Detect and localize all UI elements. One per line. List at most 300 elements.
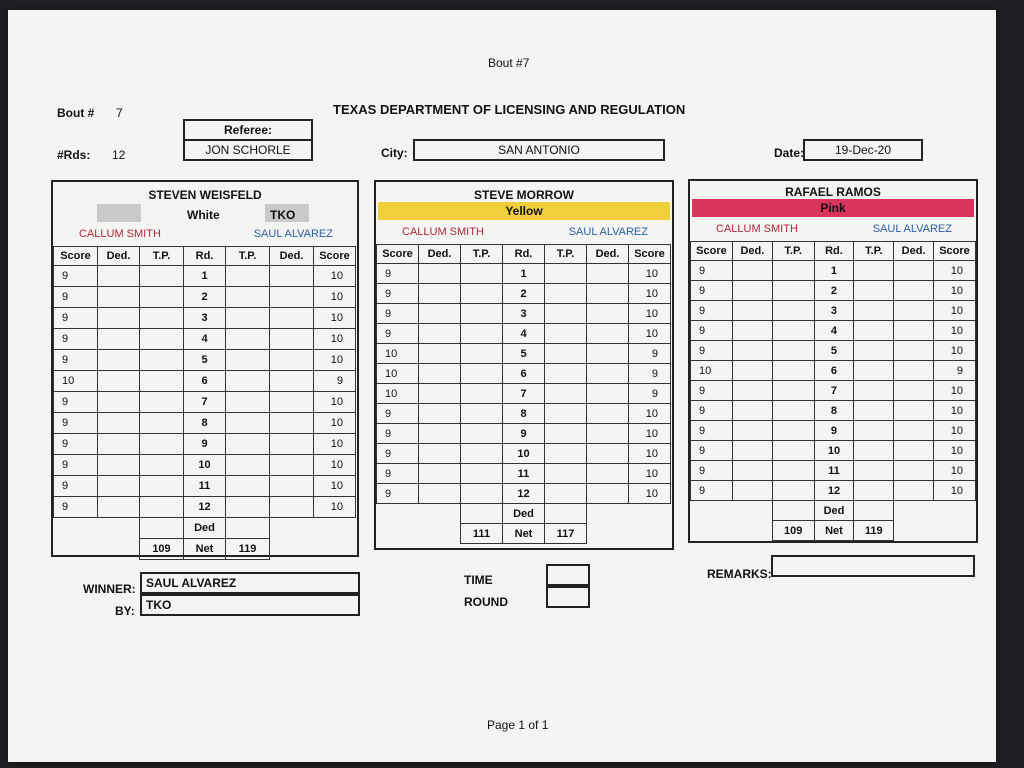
table-row bbox=[691, 441, 976, 461]
blue-tp-cell bbox=[854, 261, 894, 281]
blue-tp-cell bbox=[854, 321, 894, 341]
page-number: Page 1 of 1 bbox=[487, 718, 549, 732]
city-label: City: bbox=[381, 146, 408, 160]
table-row bbox=[54, 434, 356, 455]
red-corner-name: CALLUM SMITH bbox=[402, 226, 484, 238]
judge-name: STEVEN WEISFELD bbox=[148, 188, 262, 202]
blue-tp-cell bbox=[226, 476, 270, 497]
red-score-cell: 9 bbox=[377, 324, 419, 344]
round-number-cell: 7 bbox=[184, 392, 226, 413]
table-row bbox=[691, 481, 976, 501]
net-cell bbox=[314, 539, 356, 560]
by-label: BY: bbox=[115, 604, 135, 618]
table-row bbox=[377, 424, 671, 444]
blue-score-cell: 9 bbox=[934, 361, 976, 381]
ded-cell bbox=[894, 501, 934, 521]
blue-score-cell: 10 bbox=[934, 281, 976, 301]
red-tp-cell bbox=[140, 266, 184, 287]
red-tp-cell bbox=[461, 364, 503, 384]
red-ded-cell bbox=[419, 404, 461, 424]
red-ded-cell bbox=[98, 371, 140, 392]
red-ded-cell bbox=[98, 308, 140, 329]
column-header: Score bbox=[934, 242, 976, 261]
red-score-cell: 9 bbox=[54, 434, 98, 455]
red-score-cell: 9 bbox=[54, 455, 98, 476]
red-tp-cell bbox=[772, 381, 814, 401]
red-ded-cell bbox=[98, 350, 140, 371]
red-tp-cell bbox=[461, 384, 503, 404]
red-tp-cell bbox=[461, 324, 503, 344]
net-cell bbox=[419, 524, 461, 544]
red-score-cell: 9 bbox=[691, 441, 733, 461]
blue-total: 117 bbox=[545, 524, 587, 544]
round-number-cell: 5 bbox=[503, 344, 545, 364]
blue-score-cell: 10 bbox=[629, 484, 671, 504]
red-tp-cell bbox=[140, 392, 184, 413]
table-row bbox=[691, 261, 976, 281]
blue-tp-cell bbox=[545, 284, 587, 304]
red-ded-cell bbox=[419, 364, 461, 384]
blue-score-cell: 10 bbox=[934, 461, 976, 481]
blue-ded-cell bbox=[270, 287, 314, 308]
ded-cell bbox=[54, 518, 98, 539]
table-row bbox=[377, 384, 671, 404]
date-label: Date: bbox=[774, 146, 805, 160]
column-header: Ded. bbox=[894, 242, 934, 261]
red-tp-cell bbox=[461, 304, 503, 324]
round-number-cell: 3 bbox=[814, 301, 854, 321]
round-number-cell: 4 bbox=[184, 329, 226, 350]
net-cell bbox=[934, 521, 976, 541]
column-header: T.P. bbox=[772, 242, 814, 261]
red-ded-cell bbox=[732, 381, 772, 401]
net-label: Net bbox=[814, 521, 854, 541]
blue-score-cell: 9 bbox=[314, 371, 356, 392]
blue-ded-cell bbox=[894, 361, 934, 381]
red-tp-cell bbox=[461, 404, 503, 424]
table-row bbox=[54, 350, 356, 371]
round-number-cell: 12 bbox=[814, 481, 854, 501]
red-score-cell: 9 bbox=[691, 301, 733, 321]
blue-ded-cell bbox=[270, 413, 314, 434]
red-tp-cell bbox=[772, 341, 814, 361]
blue-ded-cell bbox=[587, 464, 629, 484]
blue-tp-cell bbox=[854, 381, 894, 401]
referee-value: JON SCHORLE bbox=[183, 139, 313, 161]
red-score-cell: 9 bbox=[691, 381, 733, 401]
red-tp-cell bbox=[772, 461, 814, 481]
column-header: Rd. bbox=[184, 247, 226, 266]
blue-ded-cell bbox=[270, 350, 314, 371]
column-header: T.P. bbox=[226, 247, 270, 266]
red-score-cell: 9 bbox=[377, 444, 419, 464]
table-row bbox=[691, 361, 976, 381]
column-header: T.P. bbox=[461, 245, 503, 264]
blue-ded-cell bbox=[894, 461, 934, 481]
blue-score-cell: 10 bbox=[629, 444, 671, 464]
column-header: Score bbox=[377, 245, 419, 264]
blue-score-cell: 9 bbox=[629, 364, 671, 384]
blue-score-cell: 10 bbox=[629, 424, 671, 444]
red-total: 111 bbox=[461, 524, 503, 544]
column-header: Score bbox=[629, 245, 671, 264]
blue-ded-cell bbox=[270, 455, 314, 476]
ded-cell bbox=[270, 518, 314, 539]
blue-score-cell: 10 bbox=[314, 413, 356, 434]
blue-tp-cell bbox=[854, 341, 894, 361]
time-field bbox=[546, 564, 590, 586]
round-number-cell: 1 bbox=[184, 266, 226, 287]
ded-label: Ded bbox=[503, 504, 545, 524]
table-row bbox=[54, 308, 356, 329]
red-ded-cell bbox=[98, 497, 140, 518]
ded-cell bbox=[419, 504, 461, 524]
ded-cell bbox=[854, 501, 894, 521]
blue-ded-cell bbox=[270, 434, 314, 455]
remarks-label: REMARKS: bbox=[707, 567, 772, 581]
red-score-cell: 9 bbox=[54, 287, 98, 308]
red-ded-cell bbox=[419, 264, 461, 284]
red-tp-cell bbox=[461, 344, 503, 364]
red-score-cell: 9 bbox=[691, 401, 733, 421]
blue-ded-cell bbox=[894, 421, 934, 441]
red-score-cell: 9 bbox=[691, 261, 733, 281]
red-ded-cell bbox=[732, 341, 772, 361]
column-header: Ded. bbox=[419, 245, 461, 264]
round-number-cell: 5 bbox=[184, 350, 226, 371]
net-cell bbox=[894, 521, 934, 541]
blue-tp-cell bbox=[545, 404, 587, 424]
blue-tp-cell bbox=[226, 455, 270, 476]
blue-ded-cell bbox=[270, 392, 314, 413]
red-score-cell: 9 bbox=[54, 266, 98, 287]
blue-ded-cell bbox=[587, 324, 629, 344]
red-tp-cell bbox=[461, 484, 503, 504]
red-score-cell: 9 bbox=[377, 264, 419, 284]
round-number-cell: 3 bbox=[503, 304, 545, 324]
referee-label: Referee: bbox=[183, 119, 313, 141]
blue-score-cell: 10 bbox=[314, 476, 356, 497]
scorecard-sheet bbox=[8, 10, 996, 762]
page-title: Bout #7 bbox=[488, 56, 530, 70]
blue-ded-cell bbox=[587, 384, 629, 404]
blue-tp-cell bbox=[226, 434, 270, 455]
round-number-cell: 8 bbox=[503, 404, 545, 424]
blue-ded-cell bbox=[894, 381, 934, 401]
result-label: TKO bbox=[270, 208, 296, 222]
red-tp-cell bbox=[772, 261, 814, 281]
blue-score-cell: 10 bbox=[314, 455, 356, 476]
round-number-cell: 11 bbox=[814, 461, 854, 481]
table-row bbox=[54, 287, 356, 308]
red-total: 109 bbox=[772, 521, 814, 541]
red-ded-cell bbox=[419, 324, 461, 344]
table-row bbox=[54, 455, 356, 476]
blue-score-cell: 9 bbox=[629, 344, 671, 364]
blue-score-cell: 9 bbox=[629, 384, 671, 404]
round-number-cell: 2 bbox=[184, 287, 226, 308]
red-tp-cell bbox=[140, 287, 184, 308]
blue-ded-cell bbox=[587, 404, 629, 424]
red-ded-cell bbox=[419, 444, 461, 464]
blue-ded-cell bbox=[894, 301, 934, 321]
table-row bbox=[691, 341, 976, 361]
bout-value: 7 bbox=[116, 106, 123, 120]
round-number-cell: 2 bbox=[814, 281, 854, 301]
red-ded-cell bbox=[419, 384, 461, 404]
ded-cell bbox=[314, 518, 356, 539]
table-row bbox=[54, 413, 356, 434]
red-tp-cell bbox=[772, 301, 814, 321]
blue-score-cell: 10 bbox=[934, 481, 976, 501]
blue-score-cell: 10 bbox=[934, 441, 976, 461]
ded-cell bbox=[545, 504, 587, 524]
score-table bbox=[376, 244, 671, 544]
column-header: Ded. bbox=[98, 247, 140, 266]
blue-score-cell: 10 bbox=[314, 329, 356, 350]
ded-cell bbox=[140, 518, 184, 539]
blue-corner-name: SAUL ALVAREZ bbox=[872, 223, 952, 235]
blue-score-cell: 10 bbox=[934, 261, 976, 281]
score-table bbox=[690, 241, 976, 541]
red-score-cell: 10 bbox=[691, 361, 733, 381]
red-tp-cell bbox=[772, 481, 814, 501]
red-ded-cell bbox=[732, 421, 772, 441]
ded-cell bbox=[226, 518, 270, 539]
round-number-cell: 1 bbox=[814, 261, 854, 281]
round-number-cell: 4 bbox=[814, 321, 854, 341]
red-score-cell: 10 bbox=[377, 344, 419, 364]
blue-score-cell: 10 bbox=[629, 284, 671, 304]
blue-score-cell: 10 bbox=[934, 421, 976, 441]
table-row bbox=[54, 497, 356, 518]
red-tp-cell bbox=[140, 308, 184, 329]
round-number-cell: 6 bbox=[184, 371, 226, 392]
red-tp-cell bbox=[772, 281, 814, 301]
red-tp-cell bbox=[461, 264, 503, 284]
ded-cell bbox=[772, 501, 814, 521]
blue-score-cell: 10 bbox=[934, 401, 976, 421]
blue-ded-cell bbox=[587, 304, 629, 324]
column-header: Ded. bbox=[270, 247, 314, 266]
blue-score-cell: 10 bbox=[629, 304, 671, 324]
net-cell bbox=[98, 539, 140, 560]
red-tp-cell bbox=[140, 434, 184, 455]
column-header: T.P. bbox=[545, 245, 587, 264]
ded-cell bbox=[732, 501, 772, 521]
rounds-label: #Rds: bbox=[57, 148, 91, 162]
winner-value: SAUL ALVAREZ bbox=[140, 572, 360, 594]
round-number-cell: 10 bbox=[184, 455, 226, 476]
red-total: 109 bbox=[140, 539, 184, 560]
net-cell bbox=[54, 539, 98, 560]
blue-tp-cell bbox=[545, 444, 587, 464]
column-header: Score bbox=[691, 242, 733, 261]
red-score-cell: 9 bbox=[54, 476, 98, 497]
blue-tp-cell bbox=[226, 413, 270, 434]
round-field bbox=[546, 586, 590, 608]
red-tp-cell bbox=[140, 350, 184, 371]
redacted-block bbox=[97, 204, 141, 222]
blue-score-cell: 10 bbox=[629, 464, 671, 484]
remarks-field bbox=[771, 555, 975, 577]
red-score-cell: 9 bbox=[377, 284, 419, 304]
blue-tp-cell bbox=[854, 481, 894, 501]
round-number-cell: 8 bbox=[184, 413, 226, 434]
table-row bbox=[377, 364, 671, 384]
column-header: Ded. bbox=[732, 242, 772, 261]
red-tp-cell bbox=[772, 441, 814, 461]
net-cell bbox=[732, 521, 772, 541]
table-row bbox=[691, 421, 976, 441]
blue-tp-cell bbox=[545, 364, 587, 384]
column-header: Ded. bbox=[587, 245, 629, 264]
winner-label: WINNER: bbox=[83, 582, 136, 596]
table-row bbox=[377, 444, 671, 464]
column-header: Rd. bbox=[503, 245, 545, 264]
table-row bbox=[54, 476, 356, 497]
ded-label: Ded bbox=[184, 518, 226, 539]
red-ded-cell bbox=[98, 455, 140, 476]
ded-cell bbox=[377, 504, 419, 524]
blue-total: 119 bbox=[854, 521, 894, 541]
red-score-cell: 9 bbox=[377, 464, 419, 484]
blue-tp-cell bbox=[226, 287, 270, 308]
blue-ded-cell bbox=[587, 484, 629, 504]
blue-ded-cell bbox=[587, 284, 629, 304]
red-score-cell: 9 bbox=[377, 484, 419, 504]
blue-tp-cell bbox=[545, 384, 587, 404]
red-score-cell: 9 bbox=[691, 481, 733, 501]
blue-ded-cell bbox=[270, 308, 314, 329]
red-score-cell: 9 bbox=[54, 392, 98, 413]
blue-tp-cell bbox=[226, 371, 270, 392]
by-value: TKO bbox=[140, 594, 360, 616]
blue-tp-cell bbox=[854, 301, 894, 321]
table-row bbox=[691, 321, 976, 341]
round-number-cell: 1 bbox=[503, 264, 545, 284]
round-number-cell: 8 bbox=[814, 401, 854, 421]
red-ded-cell bbox=[98, 287, 140, 308]
round-number-cell: 12 bbox=[503, 484, 545, 504]
red-score-cell: 9 bbox=[691, 281, 733, 301]
table-row bbox=[377, 344, 671, 364]
judge-card-morrow bbox=[374, 180, 674, 550]
ded-cell bbox=[461, 504, 503, 524]
blue-ded-cell bbox=[270, 329, 314, 350]
red-tp-cell bbox=[140, 497, 184, 518]
red-ded-cell bbox=[732, 361, 772, 381]
blue-corner-name: SAUL ALVAREZ bbox=[253, 228, 333, 240]
round-number-cell: 11 bbox=[503, 464, 545, 484]
judge-color-bar: Pink bbox=[692, 199, 974, 217]
blue-ded-cell bbox=[894, 321, 934, 341]
blue-ded-cell bbox=[270, 497, 314, 518]
column-header: Rd. bbox=[814, 242, 854, 261]
blue-score-cell: 10 bbox=[629, 264, 671, 284]
city-value: SAN ANTONIO bbox=[413, 139, 665, 161]
round-number-cell: 10 bbox=[814, 441, 854, 461]
blue-tp-cell bbox=[545, 464, 587, 484]
blue-tp-cell bbox=[545, 344, 587, 364]
red-score-cell: 9 bbox=[691, 461, 733, 481]
blue-ded-cell bbox=[894, 341, 934, 361]
table-row bbox=[691, 281, 976, 301]
judge-name: STEVE MORROW bbox=[473, 188, 574, 202]
red-tp-cell bbox=[140, 455, 184, 476]
blue-ded-cell bbox=[587, 344, 629, 364]
table-row bbox=[54, 392, 356, 413]
blue-ded-cell bbox=[587, 444, 629, 464]
table-row bbox=[691, 381, 976, 401]
net-cell bbox=[270, 539, 314, 560]
column-header: T.P. bbox=[854, 242, 894, 261]
red-score-cell: 9 bbox=[377, 304, 419, 324]
red-ded-cell bbox=[419, 424, 461, 444]
ded-cell bbox=[629, 504, 671, 524]
round-number-cell: 5 bbox=[814, 341, 854, 361]
table-row bbox=[377, 464, 671, 484]
blue-score-cell: 10 bbox=[629, 324, 671, 344]
table-row bbox=[54, 266, 356, 287]
round-number-cell: 2 bbox=[503, 284, 545, 304]
table-row bbox=[691, 461, 976, 481]
blue-score-cell: 10 bbox=[934, 321, 976, 341]
blue-total: 119 bbox=[226, 539, 270, 560]
red-tp-cell bbox=[140, 476, 184, 497]
blue-ded-cell bbox=[894, 481, 934, 501]
red-tp-cell bbox=[461, 464, 503, 484]
table-row bbox=[691, 301, 976, 321]
round-number-cell: 7 bbox=[814, 381, 854, 401]
table-row bbox=[691, 401, 976, 421]
blue-ded-cell bbox=[270, 371, 314, 392]
blue-tp-cell bbox=[545, 324, 587, 344]
blue-score-cell: 10 bbox=[314, 266, 356, 287]
red-tp-cell bbox=[772, 421, 814, 441]
red-tp-cell bbox=[461, 424, 503, 444]
judge-color-bar: Yellow bbox=[378, 202, 670, 220]
blue-ded-cell bbox=[894, 441, 934, 461]
blue-tp-cell bbox=[854, 461, 894, 481]
red-ded-cell bbox=[732, 281, 772, 301]
blue-corner-name: SAUL ALVAREZ bbox=[568, 226, 648, 238]
blue-tp-cell bbox=[545, 424, 587, 444]
red-score-cell: 10 bbox=[54, 371, 98, 392]
red-score-cell: 9 bbox=[54, 308, 98, 329]
net-label: Net bbox=[184, 539, 226, 560]
red-ded-cell bbox=[732, 261, 772, 281]
red-score-cell: 9 bbox=[377, 424, 419, 444]
bout-label: Bout # bbox=[57, 106, 95, 120]
judge-card-weisfeld bbox=[51, 180, 359, 557]
red-tp-cell bbox=[461, 284, 503, 304]
round-number-cell: 9 bbox=[814, 421, 854, 441]
blue-tp-cell bbox=[226, 392, 270, 413]
table-row bbox=[377, 304, 671, 324]
red-ded-cell bbox=[419, 484, 461, 504]
blue-ded-cell bbox=[894, 261, 934, 281]
blue-tp-cell bbox=[854, 421, 894, 441]
red-tp-cell bbox=[461, 444, 503, 464]
round-number-cell: 12 bbox=[184, 497, 226, 518]
red-tp-cell bbox=[140, 413, 184, 434]
ded-label: Ded bbox=[814, 501, 854, 521]
red-ded-cell bbox=[98, 434, 140, 455]
blue-score-cell: 10 bbox=[934, 301, 976, 321]
ded-cell bbox=[587, 504, 629, 524]
blue-tp-cell bbox=[226, 497, 270, 518]
